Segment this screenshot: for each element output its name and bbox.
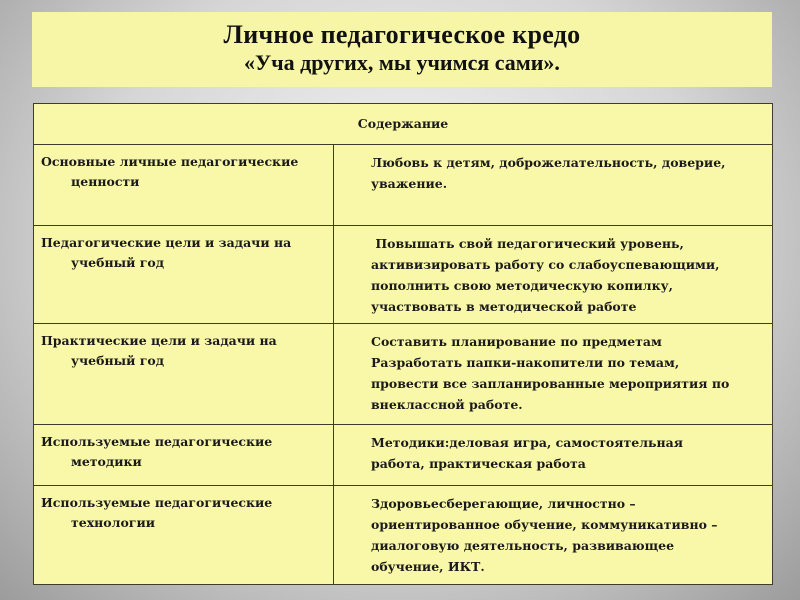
content-line: уважение.	[371, 176, 448, 191]
slide-subtitle: «Уча других, мы учимся сами».	[244, 50, 560, 75]
row-label	[34, 226, 334, 324]
table-row	[34, 486, 773, 585]
row-content	[334, 324, 773, 425]
content-line: диалоговую деятельность, развивающее	[371, 538, 675, 553]
slide-title-box	[32, 12, 772, 87]
table-row	[34, 226, 773, 324]
content-line: провести все запланированные мероприятия по	[371, 376, 730, 391]
row-label	[34, 145, 334, 226]
row-label-line: ценности	[71, 174, 140, 189]
credo-table	[33, 103, 773, 585]
row-content	[334, 145, 773, 226]
content-line: работа, практическая работа	[371, 456, 586, 471]
row-label-line: Используемые педагогические	[41, 434, 273, 449]
content-line: Методики:деловая игра, самостоятельная	[371, 435, 683, 450]
table-header-row	[34, 104, 773, 145]
content-line: пополнить свою методическую копилку,	[371, 278, 673, 293]
table-header: Содержание	[34, 104, 773, 145]
content-line: Повышать свой педагогический уровень,	[371, 236, 684, 251]
row-label-line: методики	[71, 454, 142, 469]
table-row	[34, 425, 773, 486]
content-line: участвовать в методической работе	[371, 299, 637, 314]
row-label-line: Основные личные педагогические	[41, 154, 299, 169]
content-line: Разработать папки-накопители по темам,	[371, 355, 680, 370]
row-label-line: Педагогические цели и задачи на	[41, 235, 292, 250]
row-content	[334, 226, 773, 324]
row-label-line: Используемые педагогические	[41, 495, 273, 510]
content-line: Составить планирование по предметам	[371, 334, 662, 349]
content-line: активизировать работу со слабоуспевающими,	[371, 257, 720, 272]
content-line: внеклассной работе.	[371, 397, 523, 412]
table-row	[34, 324, 773, 425]
content-line: Здоровьесберегающие, личностно –	[371, 496, 636, 511]
row-label	[34, 486, 334, 585]
row-content	[334, 425, 773, 486]
table-row	[34, 145, 773, 226]
row-label-line: технологии	[71, 515, 155, 530]
slide-title: Личное педагогическое кредо	[223, 20, 581, 49]
content-line: ориентированное обучение, коммуникативно –	[371, 517, 718, 532]
row-label-line: Практические цели и задачи на	[41, 333, 277, 348]
row-label	[34, 324, 334, 425]
row-content	[334, 486, 773, 585]
content-line: Любовь к детям, доброжелательность, доверие,	[371, 155, 726, 170]
row-label-line: учебный год	[71, 255, 165, 270]
row-label-line: учебный год	[71, 353, 165, 368]
row-label	[34, 425, 334, 486]
content-line: обучение, ИКТ.	[371, 559, 485, 574]
